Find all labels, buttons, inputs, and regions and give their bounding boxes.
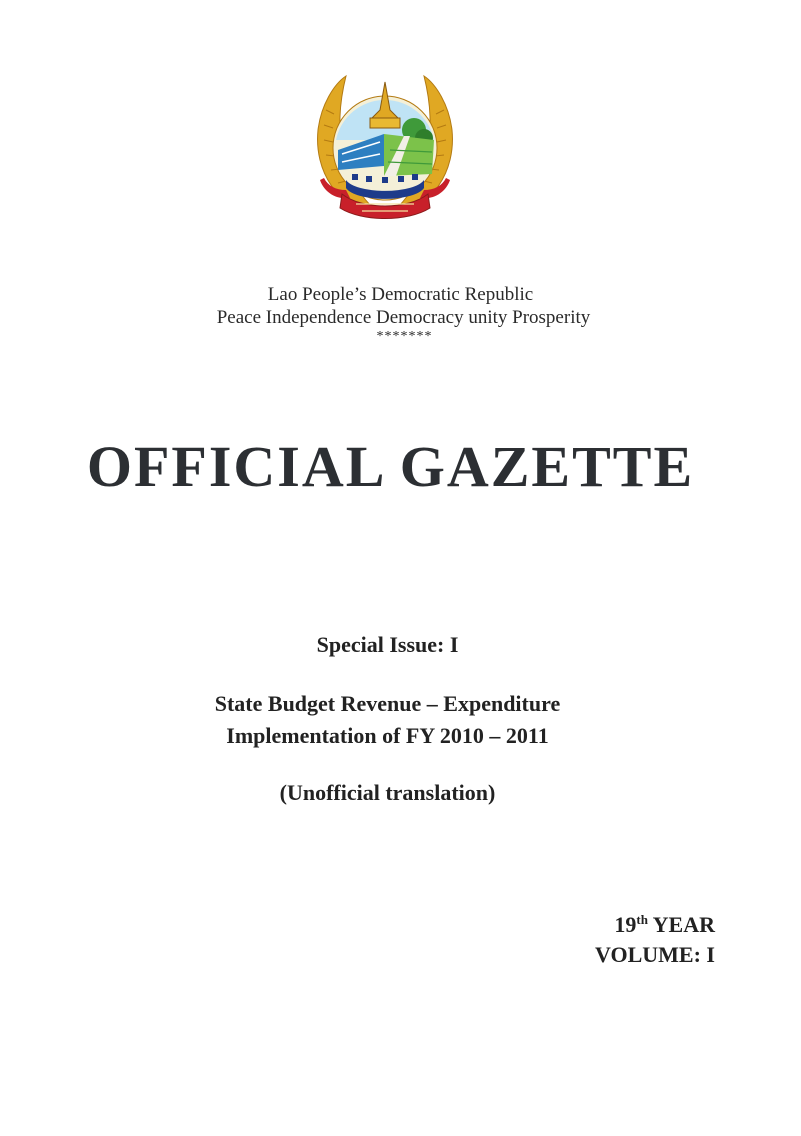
national-emblem [306, 70, 464, 222]
country-name: Lao People’s Democratic Republic [267, 284, 534, 305]
publication-volume: VOLUME: I [595, 942, 715, 967]
year-suffix: th [636, 912, 648, 927]
year-number: 19 [614, 912, 637, 937]
year-label: YEAR [647, 912, 715, 937]
budget-title-line-2: Implementation of FY 2010 – 2011 [226, 723, 549, 748]
gazette-title: OFFICIAL GAZETTE [86, 434, 695, 499]
issue-info [0, 632, 775, 806]
national-motto: Peace Independence Democracy unity Prosperity [216, 307, 591, 328]
country-header [0, 283, 801, 345]
separator-stars: ******* [376, 329, 433, 344]
special-issue: Special Issue: I [316, 632, 459, 657]
budget-title-line-1: State Budget Revenue – Expenditure [214, 691, 561, 716]
publication-year [595, 910, 715, 940]
translation-note: (Unofficial translation) [279, 780, 496, 805]
publication-info [595, 910, 715, 970]
